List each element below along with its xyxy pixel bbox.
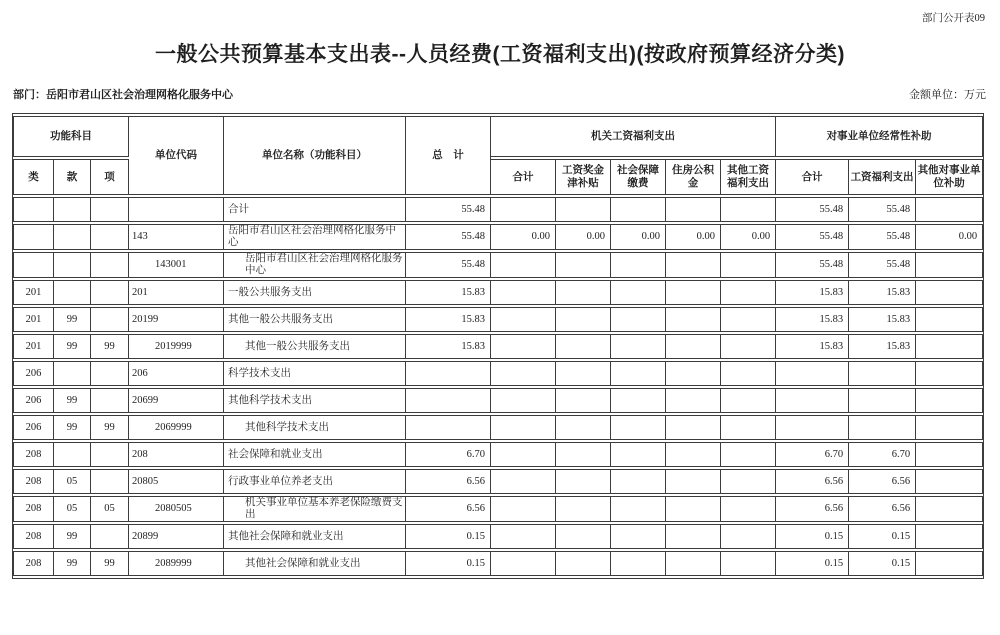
cell-inst-subtotal: 55.48 — [776, 224, 849, 250]
cell-inst-subtotal: 15.83 — [776, 334, 849, 359]
cell-org-subtotal — [491, 496, 556, 522]
cell-org-housing-fund — [666, 415, 721, 440]
cell-org-housing-fund — [666, 361, 721, 386]
cell-org-subtotal — [491, 415, 556, 440]
cell-org-housing-fund — [666, 388, 721, 413]
cell-grand-total: 15.83 — [406, 334, 491, 359]
cell-org-other — [721, 197, 776, 222]
cell-inst-subtotal: 6.56 — [776, 469, 849, 494]
cell-inst-wage-welfare: 55.48 — [849, 252, 916, 278]
cell-org-bonus-allowance — [556, 551, 611, 576]
cell-org-subtotal — [491, 197, 556, 222]
cell-org-housing-fund — [666, 197, 721, 222]
cell-inst-subtotal: 6.56 — [776, 496, 849, 522]
cell-org-housing-fund — [666, 334, 721, 359]
cell-org-subtotal — [491, 551, 556, 576]
cell-grand-total — [406, 388, 491, 413]
cell-inst-wage-welfare: 6.70 — [849, 442, 916, 467]
cell-org-housing-fund — [666, 551, 721, 576]
cell-org-subtotal: 0.00 — [491, 224, 556, 250]
cell-class: 208 — [13, 496, 54, 522]
cell-org-subtotal — [491, 334, 556, 359]
cell-class: 206 — [13, 361, 54, 386]
cell-inst-wage-welfare: 55.48 — [849, 197, 916, 222]
cell-grand-total: 55.48 — [406, 197, 491, 222]
cell-grand-total: 0.15 — [406, 551, 491, 576]
header-org-housing-fund: 住房公积金 — [666, 159, 721, 195]
cell-item — [91, 361, 129, 386]
cell-org-other — [721, 442, 776, 467]
cell-org-subtotal — [491, 524, 556, 549]
cell-grand-total — [406, 415, 491, 440]
cell-grand-total: 6.56 — [406, 496, 491, 522]
cell-inst-other — [916, 280, 983, 305]
cell-item — [91, 197, 129, 222]
cell-org-other — [721, 307, 776, 332]
cell-org-bonus-allowance — [556, 388, 611, 413]
cell-unit-code: 20699 — [129, 388, 224, 413]
cell-class: 201 — [13, 280, 54, 305]
header-org-social-security: 社会保障缴费 — [611, 159, 666, 195]
cell-org-housing-fund — [666, 307, 721, 332]
cell-unit-code: 2019999 — [129, 334, 224, 359]
cell-section: 99 — [54, 307, 91, 332]
table-row — [13, 415, 983, 440]
cell-unit-code — [129, 197, 224, 222]
cell-section — [54, 224, 91, 250]
cell-org-social-security — [611, 197, 666, 222]
cell-org-social-security — [611, 280, 666, 305]
cell-section — [54, 197, 91, 222]
cell-item — [91, 307, 129, 332]
table-row — [13, 551, 983, 576]
cell-org-bonus-allowance — [556, 496, 611, 522]
cell-org-social-security — [611, 307, 666, 332]
cell-org-housing-fund — [666, 496, 721, 522]
table-body — [13, 197, 983, 576]
cell-inst-other — [916, 252, 983, 278]
cell-inst-wage-welfare: 15.83 — [849, 334, 916, 359]
cell-section: 99 — [54, 415, 91, 440]
cell-unit-name: 其他科学技术支出 — [224, 415, 406, 440]
cell-class — [13, 197, 54, 222]
cell-org-housing-fund — [666, 442, 721, 467]
cell-org-other — [721, 551, 776, 576]
cell-unit-name: 其他社会保障和就业支出 — [224, 524, 406, 549]
department-label: 部门：岳阳市君山区社会治理网格化服务中心 — [13, 89, 233, 101]
cell-inst-subtotal: 0.15 — [776, 551, 849, 576]
cell-grand-total: 15.83 — [406, 307, 491, 332]
cell-inst-subtotal: 6.70 — [776, 442, 849, 467]
cell-org-social-security — [611, 496, 666, 522]
header-inst-wage-welfare: 工资福利支出 — [849, 159, 916, 195]
cell-inst-other — [916, 334, 983, 359]
cell-org-subtotal — [491, 469, 556, 494]
cell-org-housing-fund — [666, 469, 721, 494]
cell-inst-subtotal: 55.48 — [776, 197, 849, 222]
budget-expenditure-table — [12, 113, 984, 579]
cell-inst-other — [916, 551, 983, 576]
table-header — [13, 116, 983, 195]
cell-org-other — [721, 334, 776, 359]
cell-org-other — [721, 415, 776, 440]
cell-unit-name: 合计 — [224, 197, 406, 222]
cell-grand-total: 6.56 — [406, 469, 491, 494]
header-class: 类 — [13, 159, 54, 195]
cell-org-housing-fund: 0.00 — [666, 224, 721, 250]
cell-item: 99 — [91, 415, 129, 440]
header-org-bonus-allowance: 工资奖金津补贴 — [556, 159, 611, 195]
header-grand-total: 总 计 — [406, 116, 491, 195]
cell-inst-subtotal — [776, 415, 849, 440]
cell-item — [91, 442, 129, 467]
cell-inst-other — [916, 388, 983, 413]
cell-class: 206 — [13, 388, 54, 413]
cell-unit-name: 其他一般公共服务支出 — [224, 334, 406, 359]
header-section: 款 — [54, 159, 91, 195]
cell-org-housing-fund — [666, 524, 721, 549]
header-institution-subsidy-group: 对事业单位经常性补助 — [776, 116, 983, 157]
cell-section: 05 — [54, 469, 91, 494]
cell-item — [91, 252, 129, 278]
meta-row — [0, 89, 1000, 102]
cell-item — [91, 388, 129, 413]
table-row — [13, 442, 983, 467]
table-row — [13, 524, 983, 549]
cell-inst-other — [916, 442, 983, 467]
table-row — [13, 496, 983, 522]
cell-section: 99 — [54, 524, 91, 549]
cell-section: 99 — [54, 551, 91, 576]
cell-grand-total: 0.15 — [406, 524, 491, 549]
cell-org-subtotal — [491, 252, 556, 278]
cell-section — [54, 361, 91, 386]
cell-class: 208 — [13, 442, 54, 467]
cell-unit-name: 机关事业单位基本养老保险缴费支出 — [224, 496, 406, 522]
cell-inst-other — [916, 415, 983, 440]
cell-unit-code: 2089999 — [129, 551, 224, 576]
cell-org-social-security — [611, 415, 666, 440]
cell-org-other — [721, 280, 776, 305]
cell-org-social-security — [611, 551, 666, 576]
cell-org-other — [721, 388, 776, 413]
cell-org-other: 0.00 — [721, 224, 776, 250]
cell-org-other — [721, 469, 776, 494]
cell-class — [13, 252, 54, 278]
cell-class: 206 — [13, 415, 54, 440]
table-row — [13, 252, 983, 278]
cell-item: 99 — [91, 551, 129, 576]
cell-unit-name: 其他科学技术支出 — [224, 388, 406, 413]
cell-inst-wage-welfare: 0.15 — [849, 551, 916, 576]
cell-inst-wage-welfare — [849, 361, 916, 386]
cell-unit-name: 岳阳市君山区社会治理网格化服务中心 — [224, 252, 406, 278]
cell-inst-subtotal — [776, 388, 849, 413]
cell-inst-other — [916, 307, 983, 332]
cell-inst-other — [916, 496, 983, 522]
cell-item: 05 — [91, 496, 129, 522]
cell-org-subtotal — [491, 280, 556, 305]
cell-inst-subtotal: 15.83 — [776, 307, 849, 332]
cell-unit-name: 其他社会保障和就业支出 — [224, 551, 406, 576]
table-row — [13, 469, 983, 494]
cell-unit-code: 2069999 — [129, 415, 224, 440]
cell-org-social-security: 0.00 — [611, 224, 666, 250]
cell-org-social-security — [611, 442, 666, 467]
header-inst-other: 其他对事业单位补助 — [916, 159, 983, 195]
cell-org-bonus-allowance — [556, 252, 611, 278]
cell-org-subtotal — [491, 361, 556, 386]
cell-inst-subtotal: 0.15 — [776, 524, 849, 549]
cell-unit-code: 20199 — [129, 307, 224, 332]
cell-section: 99 — [54, 388, 91, 413]
cell-org-housing-fund — [666, 252, 721, 278]
header-inst-subtotal: 合计 — [776, 159, 849, 195]
cell-inst-other — [916, 361, 983, 386]
cell-inst-wage-welfare — [849, 388, 916, 413]
form-number-label: 部门公开表09 — [922, 13, 985, 24]
cell-unit-name: 行政事业单位养老支出 — [224, 469, 406, 494]
cell-org-bonus-allowance — [556, 469, 611, 494]
table-row — [13, 334, 983, 359]
cell-org-other — [721, 361, 776, 386]
cell-inst-wage-welfare: 0.15 — [849, 524, 916, 549]
cell-section — [54, 252, 91, 278]
cell-class: 201 — [13, 307, 54, 332]
cell-unit-code: 143 — [129, 224, 224, 250]
cell-org-bonus-allowance — [556, 442, 611, 467]
header-functional-category: 功能科目 — [13, 116, 129, 157]
cell-org-social-security — [611, 388, 666, 413]
cell-section — [54, 280, 91, 305]
cell-org-other — [721, 524, 776, 549]
table-row — [13, 280, 983, 305]
cell-org-bonus-allowance — [556, 361, 611, 386]
cell-grand-total: 15.83 — [406, 280, 491, 305]
cell-org-social-security — [611, 334, 666, 359]
cell-class — [13, 224, 54, 250]
cell-inst-subtotal — [776, 361, 849, 386]
cell-inst-other — [916, 469, 983, 494]
cell-org-bonus-allowance — [556, 524, 611, 549]
cell-org-housing-fund — [666, 280, 721, 305]
page-title: 一般公共预算基本支出表--人员经费(工资福利支出)(按政府预算经济分类) — [155, 43, 845, 66]
amount-unit-label: 金额单位：万元 — [909, 89, 986, 101]
table-row — [13, 307, 983, 332]
cell-grand-total — [406, 361, 491, 386]
cell-org-subtotal — [491, 307, 556, 332]
cell-item: 99 — [91, 334, 129, 359]
cell-item — [91, 224, 129, 250]
cell-org-bonus-allowance — [556, 280, 611, 305]
cell-inst-subtotal: 15.83 — [776, 280, 849, 305]
header-unit-code: 单位代码 — [129, 116, 224, 195]
cell-org-subtotal — [491, 388, 556, 413]
table-row — [13, 224, 983, 250]
cell-org-bonus-allowance — [556, 334, 611, 359]
cell-org-social-security — [611, 361, 666, 386]
header-org-wage-welfare-group: 机关工资福利支出 — [491, 116, 776, 157]
cell-unit-code: 143001 — [129, 252, 224, 278]
cell-inst-wage-welfare: 15.83 — [849, 280, 916, 305]
header-org-other: 其他工资福利支出 — [721, 159, 776, 195]
cell-inst-other — [916, 524, 983, 549]
cell-inst-wage-welfare: 55.48 — [849, 224, 916, 250]
cell-inst-other: 0.00 — [916, 224, 983, 250]
cell-class: 208 — [13, 551, 54, 576]
cell-inst-wage-welfare: 6.56 — [849, 469, 916, 494]
cell-grand-total: 6.70 — [406, 442, 491, 467]
cell-unit-name: 科学技术支出 — [224, 361, 406, 386]
cell-org-subtotal — [491, 442, 556, 467]
cell-grand-total: 55.48 — [406, 224, 491, 250]
cell-unit-name: 其他一般公共服务支出 — [224, 307, 406, 332]
cell-unit-code: 20805 — [129, 469, 224, 494]
cell-org-bonus-allowance — [556, 307, 611, 332]
cell-inst-other — [916, 197, 983, 222]
cell-unit-code: 20899 — [129, 524, 224, 549]
table-row — [13, 388, 983, 413]
cell-grand-total: 55.48 — [406, 252, 491, 278]
cell-org-bonus-allowance — [556, 415, 611, 440]
header-unit-name: 单位名称（功能科目） — [224, 116, 406, 195]
table-row — [13, 361, 983, 386]
cell-org-social-security — [611, 252, 666, 278]
cell-item — [91, 280, 129, 305]
cell-class: 208 — [13, 524, 54, 549]
cell-inst-wage-welfare: 15.83 — [849, 307, 916, 332]
header-item: 项 — [91, 159, 129, 195]
header-org-subtotal: 合计 — [491, 159, 556, 195]
cell-inst-subtotal: 55.48 — [776, 252, 849, 278]
cell-unit-code: 206 — [129, 361, 224, 386]
cell-unit-name: 一般公共服务支出 — [224, 280, 406, 305]
cell-unit-code: 201 — [129, 280, 224, 305]
cell-unit-code: 2080505 — [129, 496, 224, 522]
cell-item — [91, 469, 129, 494]
cell-org-bonus-allowance — [556, 197, 611, 222]
cell-class: 208 — [13, 469, 54, 494]
cell-section: 05 — [54, 496, 91, 522]
cell-section — [54, 442, 91, 467]
cell-org-bonus-allowance: 0.00 — [556, 224, 611, 250]
cell-inst-wage-welfare: 6.56 — [849, 496, 916, 522]
cell-org-social-security — [611, 524, 666, 549]
cell-class: 201 — [13, 334, 54, 359]
cell-org-other — [721, 496, 776, 522]
table-row — [13, 197, 983, 222]
cell-org-other — [721, 252, 776, 278]
cell-unit-code: 208 — [129, 442, 224, 467]
cell-unit-name: 社会保障和就业支出 — [224, 442, 406, 467]
cell-item — [91, 524, 129, 549]
cell-org-social-security — [611, 469, 666, 494]
cell-section: 99 — [54, 334, 91, 359]
cell-unit-name: 岳阳市君山区社会治理网格化服务中心 — [224, 224, 406, 250]
cell-inst-wage-welfare — [849, 415, 916, 440]
